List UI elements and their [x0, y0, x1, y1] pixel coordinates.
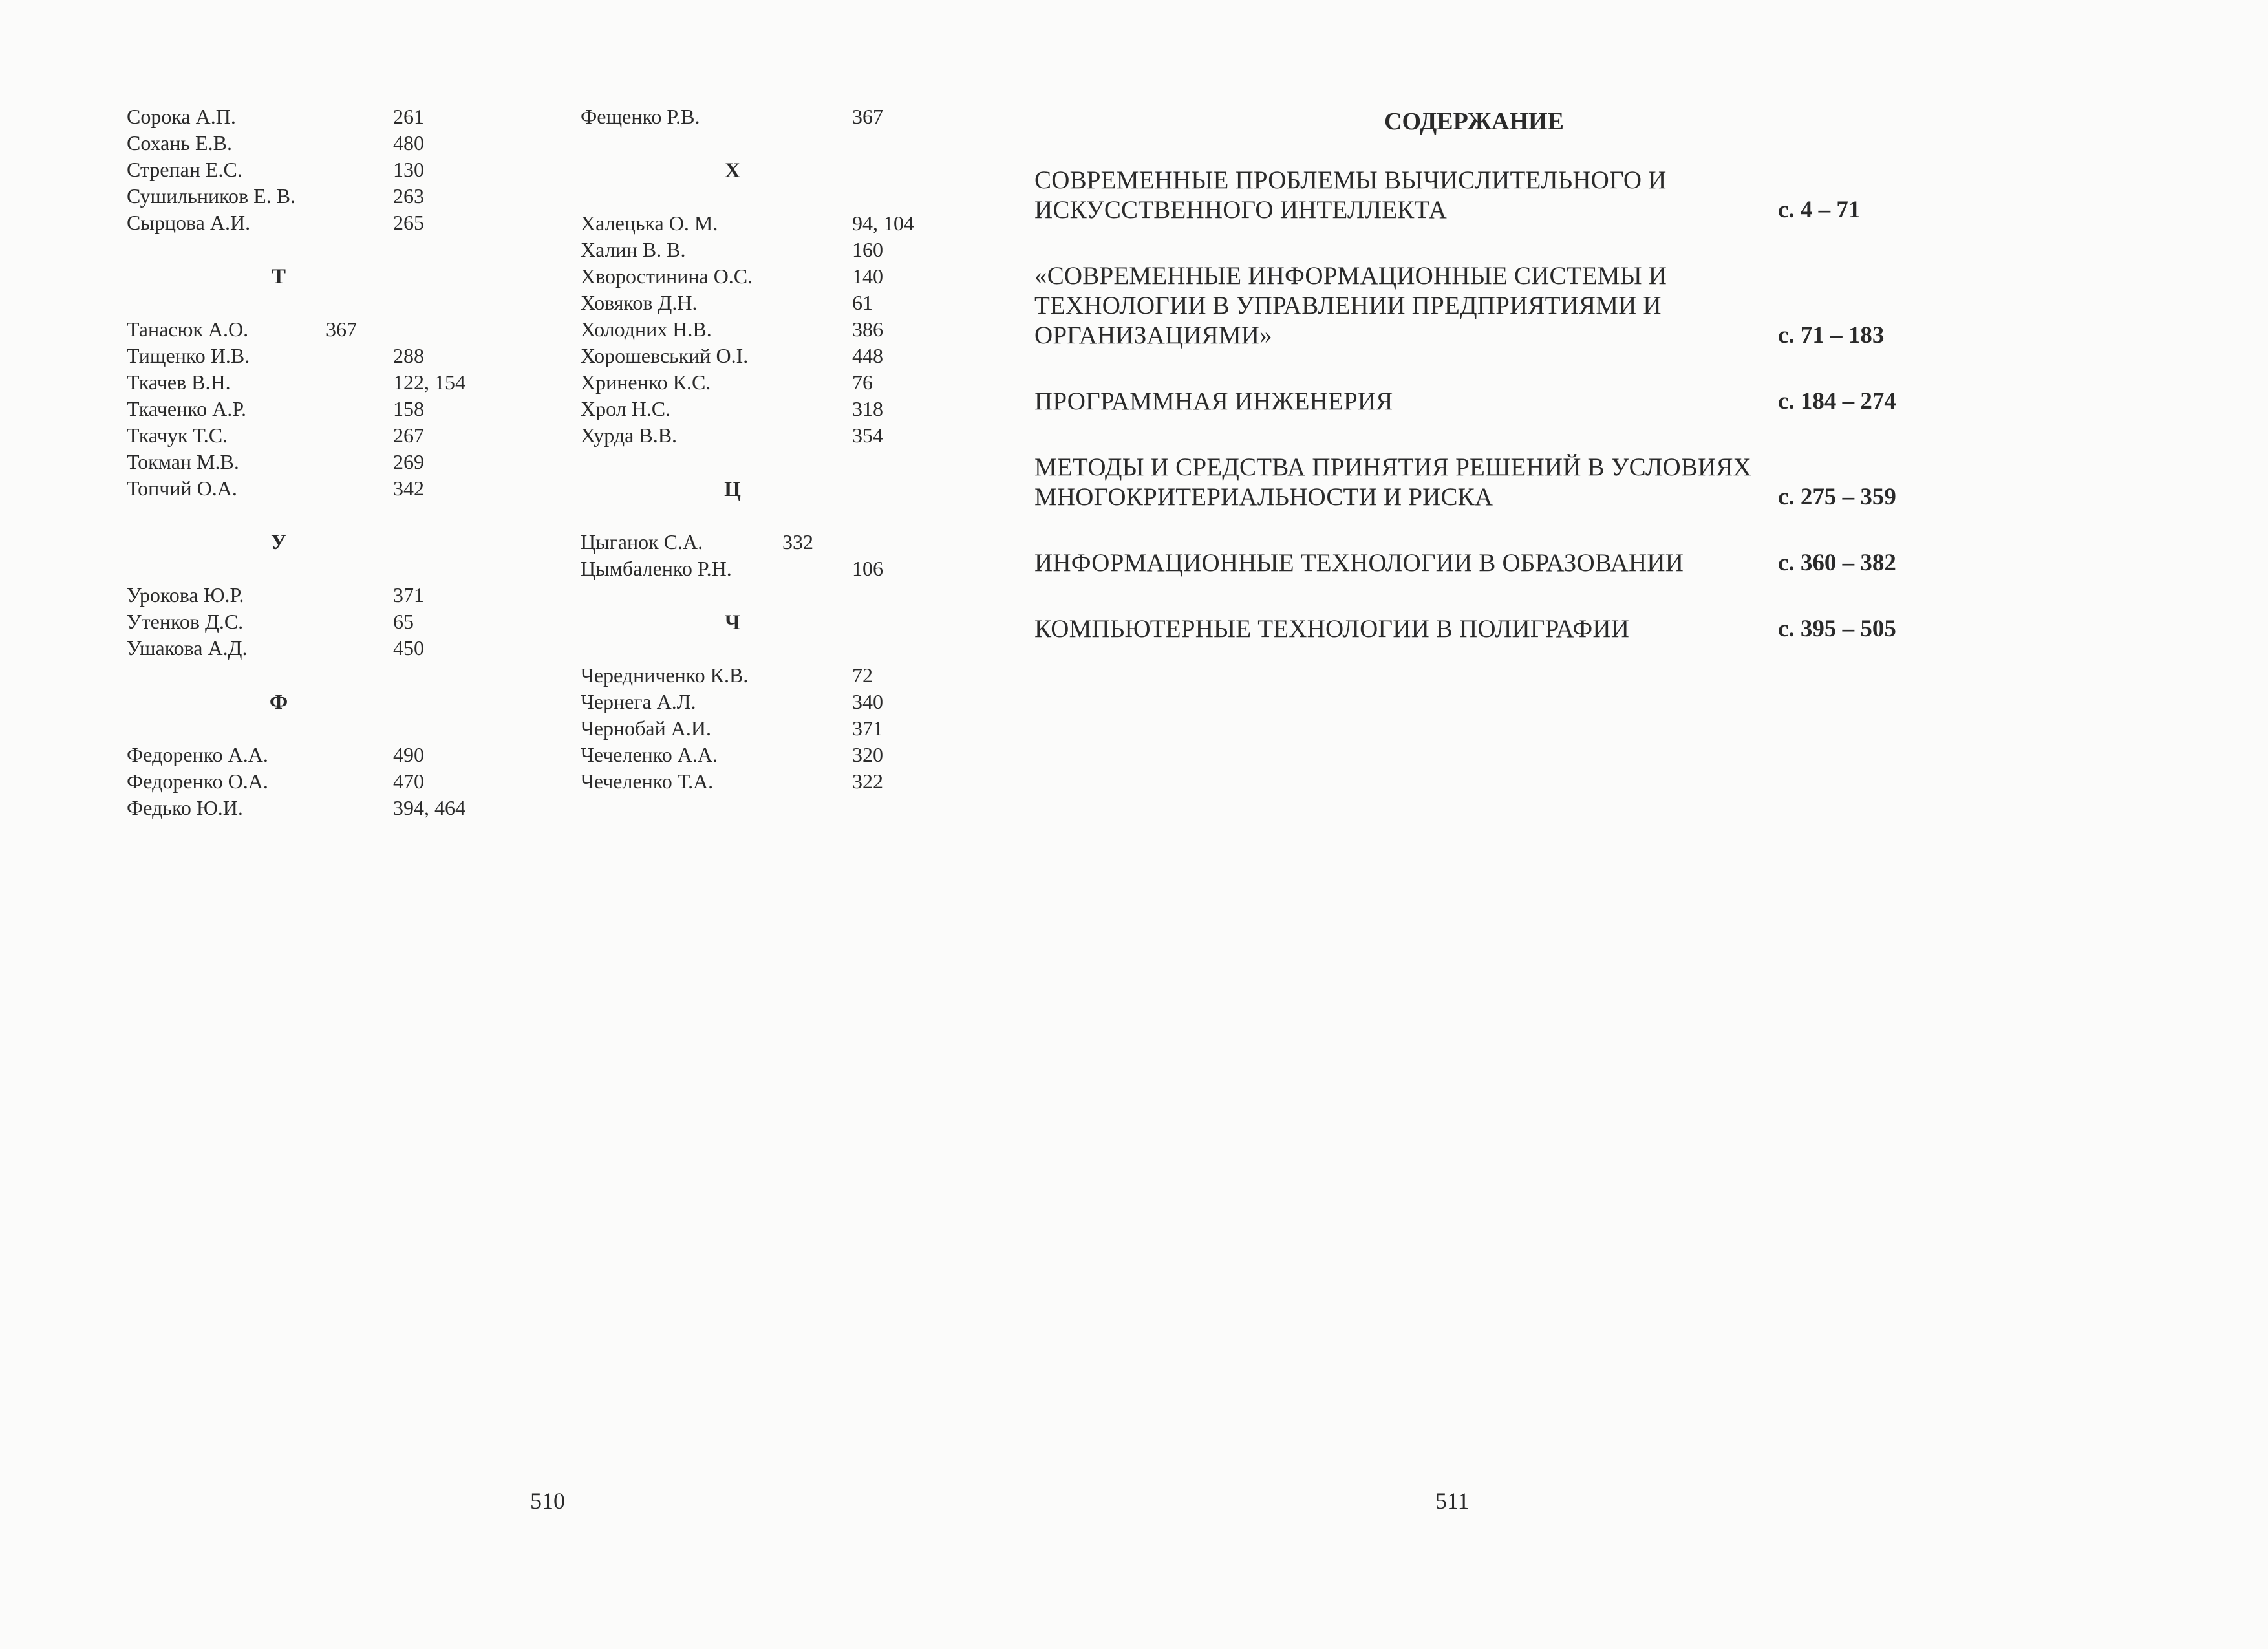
- index-entry: [127, 130, 540, 156]
- index-letter-section: [581, 156, 994, 449]
- index-entry: [127, 210, 540, 236]
- index-entry: [581, 210, 994, 237]
- author-pages: 320: [852, 743, 883, 766]
- toc-section-title: КОМПЬЮТЕРНЫЕ ТЕХНОЛОГИИ В ПОЛИГРАФИИ: [1034, 615, 1630, 643]
- author-name: Халецька О. М.: [581, 211, 718, 235]
- author-pages: 130: [393, 158, 424, 181]
- index-entry: [127, 635, 540, 662]
- author-name: Цымбаленко Р.Н.: [581, 557, 732, 580]
- author-name: Федоренко О.А.: [127, 770, 268, 793]
- toc-item: [1034, 387, 1940, 416]
- index-entry: [127, 582, 540, 609]
- toc-page-range: с. 184 – 274: [1778, 388, 1896, 415]
- index-entry: [127, 183, 540, 210]
- index-entry: [127, 742, 540, 768]
- author-pages: 140: [852, 264, 883, 288]
- author-pages: 318: [852, 397, 883, 420]
- author-name: Тищенко И.В.: [127, 344, 250, 367]
- author-name: Хриненко К.С.: [581, 371, 711, 394]
- index-entry: [581, 396, 994, 422]
- toc-section-title: МЕТОДЫ И СРЕДСТВА ПРИНЯТИЯ РЕШЕНИЙ В УСЛОВИЯХ МНОГОКРИТЕРИАЛЬНОСТИ И РИСКА: [1034, 453, 1751, 511]
- author-name: Чернега А.Л.: [581, 690, 696, 713]
- toc-section-title: «СОВРЕМЕННЫЕ ИНФОРМАЦИОННЫЕ СИСТЕМЫ И ТЕХНОЛОГИИ В УПРАВЛЕНИИ ПРЕДПРИЯТИЯМИ И ОРГАНИЗАЦИЯМИ»: [1034, 262, 1667, 349]
- author-name: Сорока А.П.: [127, 105, 236, 128]
- index-letter-section: [127, 528, 540, 662]
- index-entry: [581, 343, 994, 369]
- index-entry: [127, 103, 540, 130]
- author-pages: 72: [852, 663, 873, 687]
- index-entry: [581, 555, 994, 582]
- index-entry: [127, 475, 540, 502]
- author-pages: 106: [852, 557, 883, 580]
- author-name: Цыганок С.А.: [581, 530, 703, 554]
- author-name: Чернобай А.И.: [581, 717, 711, 740]
- author-name: Стрепан Е.С.: [127, 158, 242, 181]
- author-pages: 65: [393, 610, 414, 633]
- toc-item: [1034, 614, 1940, 644]
- author-name: Чередниченко К.В.: [581, 663, 749, 687]
- index-letter-section: [127, 687, 540, 821]
- author-name: Ховяков Д.Н.: [581, 291, 698, 314]
- author-name: Урокова Ю.Р.: [127, 583, 244, 607]
- index-entry: [127, 316, 540, 343]
- author-name: Чечеленко Т.А.: [581, 770, 714, 793]
- author-pages: 122, 154: [393, 371, 465, 394]
- author-pages: 263: [393, 184, 424, 208]
- index-letter-section: [581, 103, 994, 130]
- author-pages: 354: [852, 424, 883, 447]
- page-number-right: 511: [1435, 1488, 1470, 1514]
- index-entry: [581, 422, 994, 449]
- index-letter-heading: Ч: [724, 611, 741, 634]
- author-name: Хорошевський О.І.: [581, 344, 749, 367]
- author-pages: 342: [393, 477, 424, 500]
- author-pages: 490: [393, 743, 424, 766]
- author-name: Хворостинина О.С.: [581, 264, 753, 288]
- index-letter-heading: Т: [271, 265, 286, 288]
- index-letter-heading: Х: [725, 159, 740, 182]
- index-entry: [581, 369, 994, 396]
- index-entry: [127, 768, 540, 795]
- author-name: Топчий О.А.: [127, 477, 237, 500]
- index-entry: [581, 742, 994, 768]
- toc-item: [1034, 166, 1940, 225]
- index-entry: [127, 343, 540, 369]
- author-pages: 371: [393, 583, 424, 607]
- author-pages: 269: [393, 450, 424, 473]
- index-entry: [581, 529, 994, 555]
- author-name: Холодних Н.В.: [581, 318, 712, 341]
- author-pages: 76: [852, 371, 873, 394]
- toc-item: [1034, 453, 1940, 512]
- author-name: Ткачук Т.С.: [127, 424, 228, 447]
- index-entry: [127, 156, 540, 183]
- author-name: Танасюк А.О.: [127, 318, 249, 341]
- author-name: Ткачев В.Н.: [127, 371, 231, 394]
- index-letter-section: [581, 475, 994, 582]
- author-name: Федоренко А.А.: [127, 743, 268, 766]
- index-letter-section: [127, 103, 540, 236]
- author-name: Халин В. В.: [581, 238, 686, 261]
- author-name: Ушакова А.Д.: [127, 636, 248, 660]
- author-name: Токман М.В.: [127, 450, 239, 473]
- author-pages: 386: [852, 318, 883, 341]
- author-pages: 61: [852, 291, 873, 314]
- index-entry: [127, 396, 540, 422]
- toc-section-title: СОВРЕМЕННЫЕ ПРОБЛЕМЫ ВЫЧИСЛИТЕЛЬНОГО И ИСКУССТВЕННОГО ИНТЕЛЛЕКТА: [1034, 166, 1667, 224]
- index-entry: [127, 422, 540, 449]
- index-entry: [127, 449, 540, 475]
- author-pages: 265: [393, 211, 424, 234]
- author-pages: 480: [393, 131, 424, 155]
- toc-item: [1034, 548, 1940, 578]
- toc-item: [1034, 261, 1940, 350]
- author-name: Сушильников Е. В.: [127, 184, 296, 208]
- page-number-left: 510: [530, 1488, 565, 1514]
- author-pages: 158: [393, 397, 424, 420]
- author-name: Хурда В.В.: [581, 424, 678, 447]
- index-entry: [581, 662, 994, 689]
- author-pages: 332: [782, 530, 813, 554]
- author-pages: 288: [393, 344, 424, 367]
- index-letter-heading: У: [270, 531, 287, 554]
- author-pages: 340: [852, 690, 883, 713]
- index-entry: [581, 768, 994, 795]
- author-name: Ткаченко А.Р.: [127, 397, 246, 420]
- index-entry: [581, 103, 994, 130]
- index-entry: [127, 369, 540, 396]
- author-pages: 94, 104: [852, 211, 914, 235]
- author-pages: 450: [393, 636, 424, 660]
- index-entry: [581, 237, 994, 263]
- author-pages: 367: [852, 105, 883, 128]
- index-entry: [581, 689, 994, 715]
- index-entry: [581, 263, 994, 290]
- author-name: Сырцова А.И.: [127, 211, 251, 234]
- toc-page-range: с. 4 – 71: [1778, 197, 1861, 223]
- index-entry: [127, 609, 540, 635]
- author-pages: 322: [852, 770, 883, 793]
- index-entry: [581, 316, 994, 343]
- toc-section-title: ПРОГРАММНАЯ ИНЖЕНЕРИЯ: [1034, 387, 1393, 415]
- toc-title: СОДЕРЖАНИЕ: [1384, 108, 1564, 135]
- author-index-column-1: [127, 103, 540, 821]
- author-pages: 367: [326, 318, 357, 341]
- author-pages: 470: [393, 770, 424, 793]
- author-name: Федько Ю.И.: [127, 796, 243, 819]
- author-name: Фещенко Р.В.: [581, 105, 700, 128]
- author-pages: 448: [852, 344, 883, 367]
- index-letter-heading: Ф: [269, 691, 288, 714]
- author-pages: 160: [852, 238, 883, 261]
- author-index-column-2: [581, 103, 994, 795]
- author-name: Чечеленко А.А.: [581, 743, 718, 766]
- index-letter-section: [127, 262, 540, 502]
- table-of-contents: [1034, 103, 1940, 680]
- index-entry: [127, 795, 540, 821]
- toc-page-range: с. 395 – 505: [1778, 616, 1896, 642]
- author-name: Сохань Е.В.: [127, 131, 232, 155]
- toc-page-range: с. 71 – 183: [1778, 322, 1885, 349]
- toc-page-range: с. 275 – 359: [1778, 484, 1896, 510]
- author-pages: 261: [393, 105, 424, 128]
- toc-page-range: с. 360 – 382: [1778, 550, 1896, 576]
- index-entry: [581, 715, 994, 742]
- index-letter-heading: Ц: [724, 478, 741, 501]
- author-pages: 267: [393, 424, 424, 447]
- author-name: Утенков Д.С.: [127, 610, 244, 633]
- toc-section-title: ИНФОРМАЦИОННЫЕ ТЕХНОЛОГИИ В ОБРАЗОВАНИИ: [1034, 549, 1684, 577]
- author-pages: 394, 464: [393, 796, 465, 819]
- author-pages: 371: [852, 717, 883, 740]
- toc-sections: [1034, 166, 1940, 644]
- index-letter-section: [581, 608, 994, 795]
- index-entry: [581, 290, 994, 316]
- author-name: Хрол Н.С.: [581, 397, 671, 420]
